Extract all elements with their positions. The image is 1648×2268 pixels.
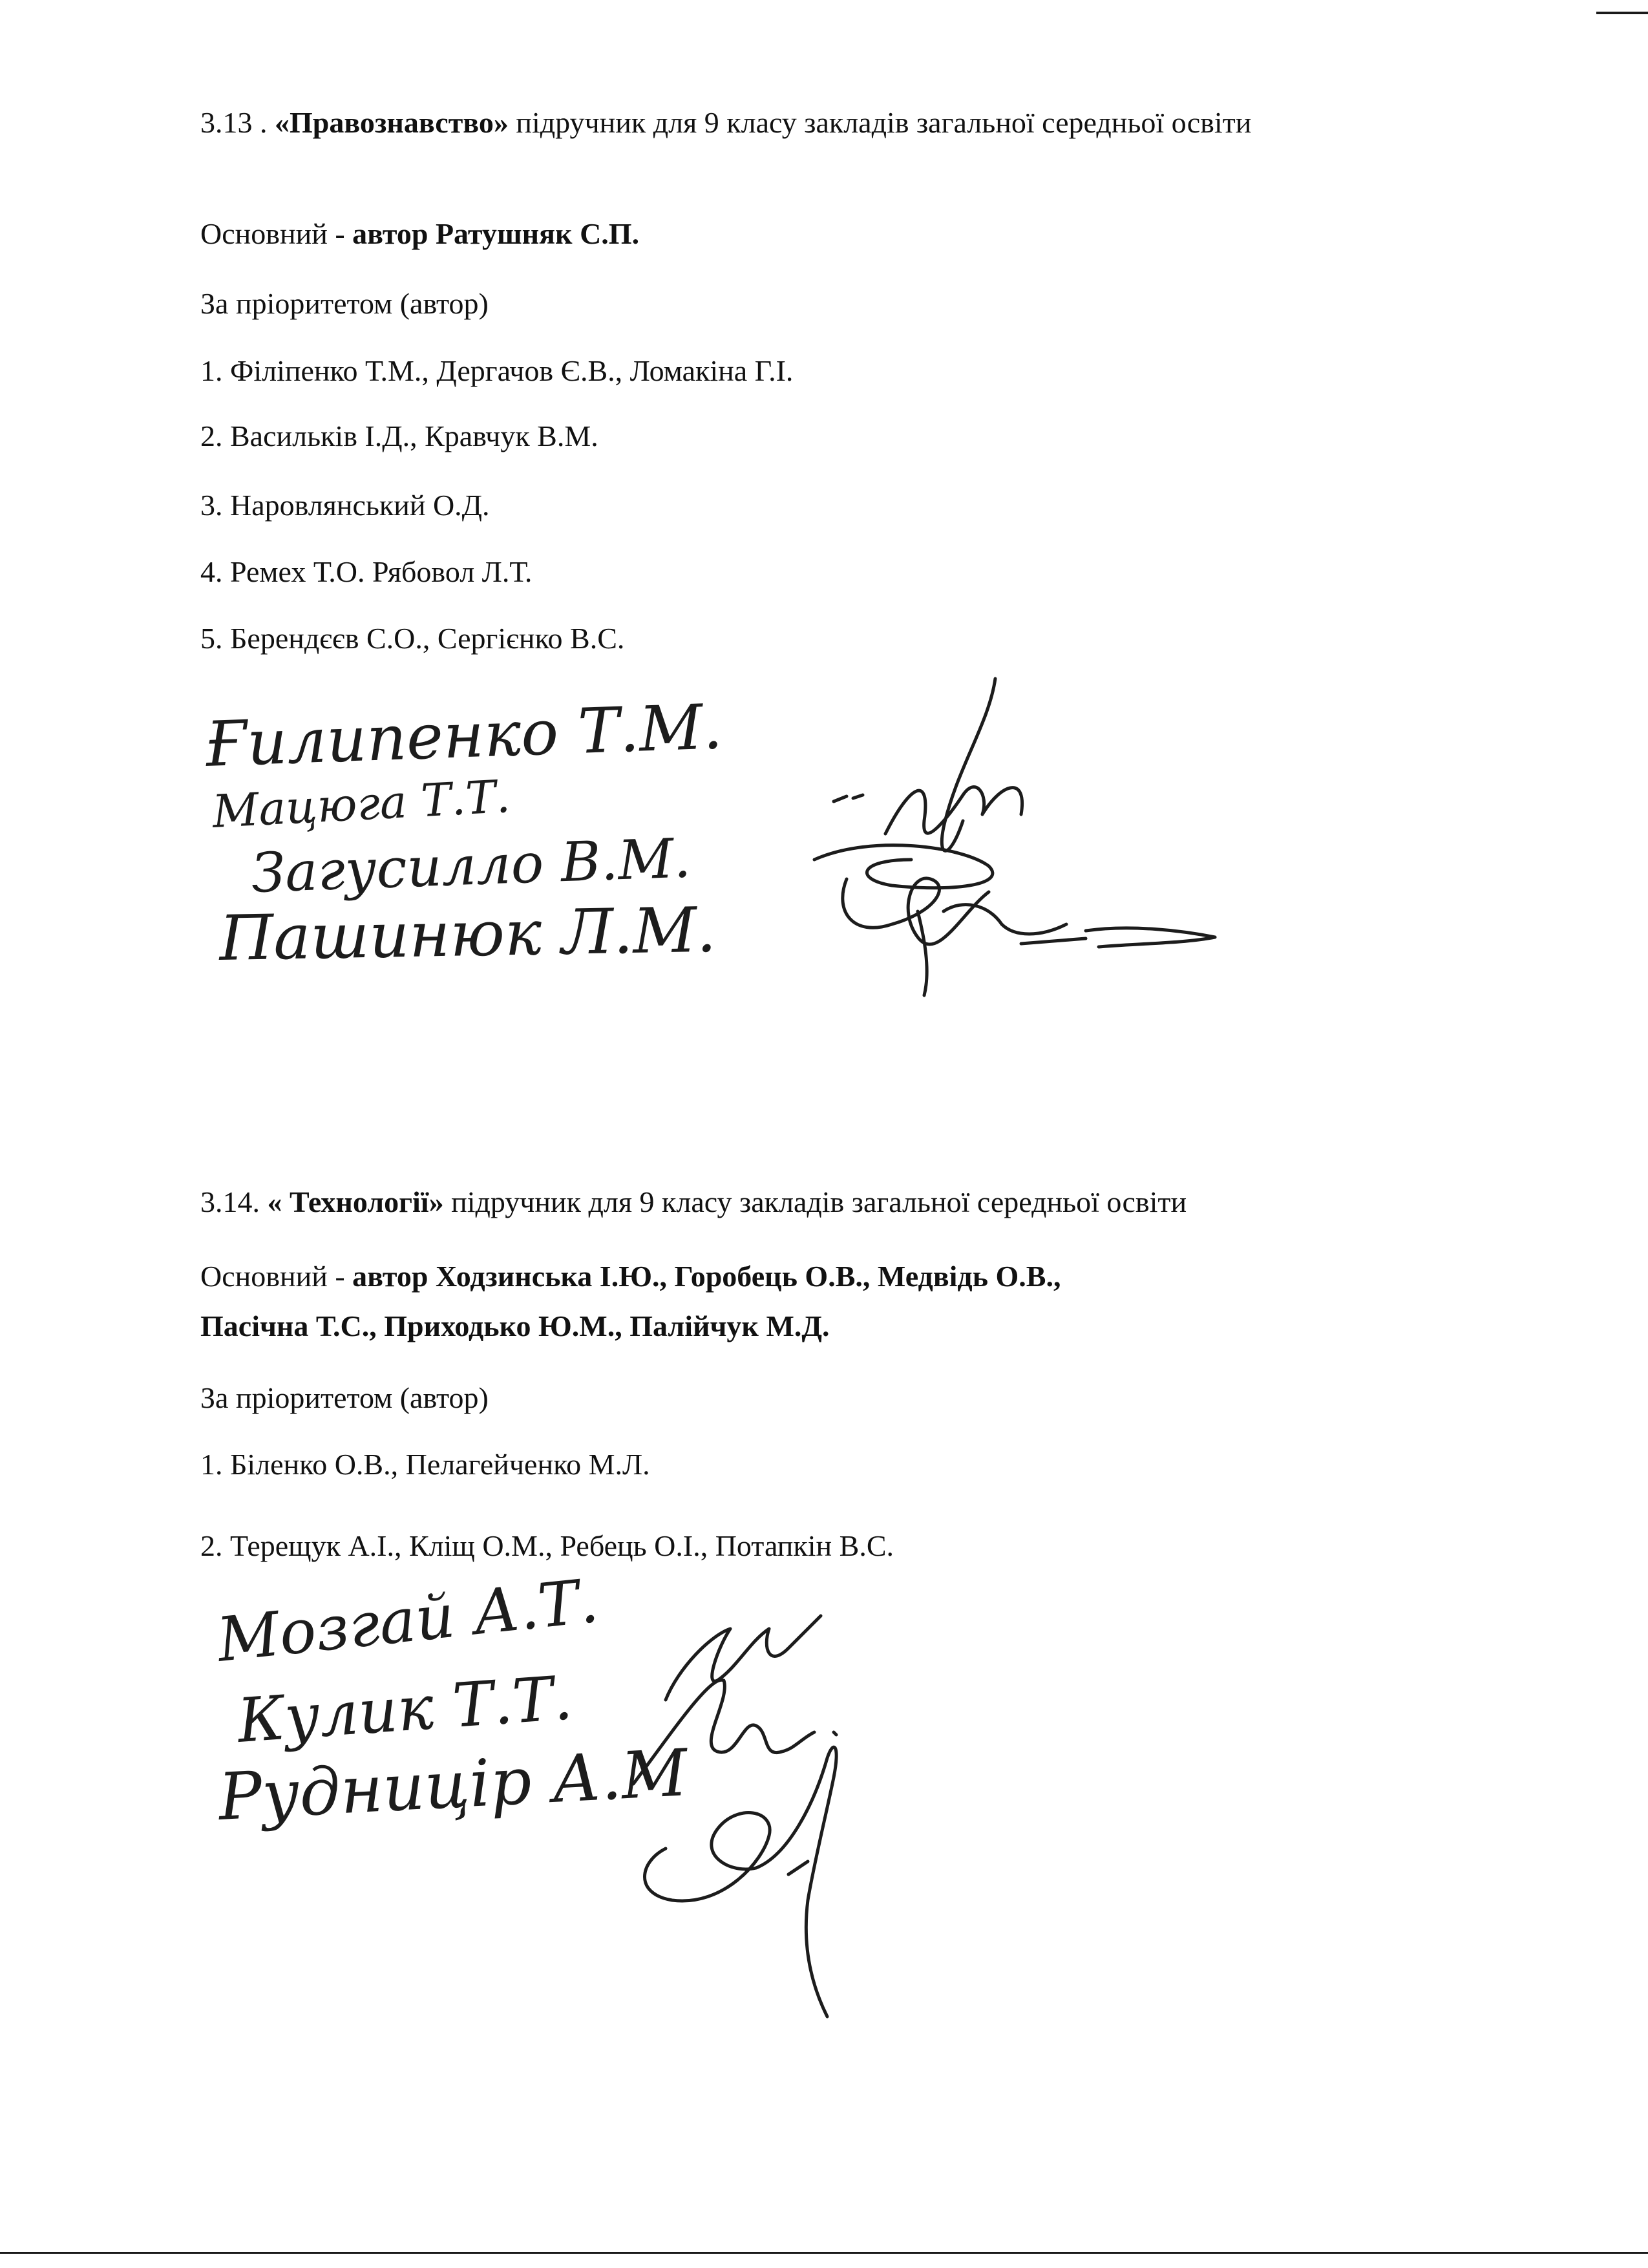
main-label: Основний -: [200, 217, 345, 250]
handwritten-name: Рудницір А.М: [217, 1735, 690, 1835]
handwritten-name: Загусилло В.М.: [250, 826, 692, 905]
section-2-main-authors-continued: [200, 1307, 830, 1346]
section-1-priority-item: 2. Васильків І.Д., Кравчук В.М.: [200, 419, 598, 452]
section-2-priority-label: За пріоритетом (автор): [200, 1381, 489, 1414]
scan-border-top-right: [1596, 12, 1648, 14]
section-2-title-rest: підручник для 9 класу закладів загальної середньої освіти: [451, 1185, 1187, 1218]
handwritten-name: Мацюга Т.Т.: [211, 769, 512, 838]
main-authors-line-1: Ходзинська І.Ю., Горобець О.В., Медвідь О.В.,: [435, 1260, 1061, 1293]
handwritten-name: Мозгай А.Т.: [214, 1565, 602, 1676]
main-authors-line-2: Пасічна Т.С., Приходько Ю.М., Палійчук М.Д.: [200, 1309, 830, 1342]
section-1-priority-item: 3. Наровлянський О.Д.: [200, 489, 490, 522]
section-1-number: 3.13 .: [200, 106, 268, 139]
section-2-heading: [200, 1183, 1187, 1222]
section-1-priority-item: 4. Ремех Т.О. Рябовол Л.Т.: [200, 555, 533, 588]
section-2-main-authors: [200, 1257, 1061, 1296]
handwritten-name: Кулик Т.Т.: [235, 1663, 575, 1757]
handwritten-names-block-2: [214, 1565, 690, 1874]
section-1-main-author: [200, 215, 639, 253]
section-1-priority-item: 1. Філіпенко Т.М., Дергачов Є.В., Ломакіна Г.І.: [200, 354, 794, 387]
main-label: Основний -: [200, 1260, 345, 1293]
section-1-heading: [200, 103, 1467, 142]
signature-scribble-2: [620, 1590, 931, 2030]
section-2-title: « Технології»: [267, 1185, 444, 1218]
scan-border-bottom: [0, 2252, 1648, 2254]
section-1-title: «Правознавство»: [275, 106, 509, 139]
signature-scribble-1: [795, 666, 1234, 1002]
section-1-priority-item: 5. Берендєєв С.О., Сергієнко В.С.: [200, 622, 625, 655]
main-role: автор: [352, 1260, 428, 1293]
section-1-title-rest: підручник для 9 класу закладів загальної середньої освіти: [516, 106, 1252, 139]
section-2-priority-item: 2. Терещук А.І., Кліщ О.М., Ребець О.І., Потапкін В.С.: [200, 1529, 894, 1562]
section-2-priority-item: 1. Біленко О.В., Пелагейченко М.Л.: [200, 1448, 650, 1481]
main-author-name: Ратушняк С.П.: [435, 217, 640, 250]
section-1-priority-label: За пріоритетом (автор): [200, 287, 489, 320]
section-2-number: 3.14.: [200, 1185, 260, 1218]
handwritten-name: Пашинюк Л.М.: [218, 893, 717, 975]
handwritten-names-block-1: [204, 690, 788, 1008]
main-role: автор: [352, 217, 428, 250]
handwritten-name: Ғилипенко Т.М.: [204, 690, 724, 781]
